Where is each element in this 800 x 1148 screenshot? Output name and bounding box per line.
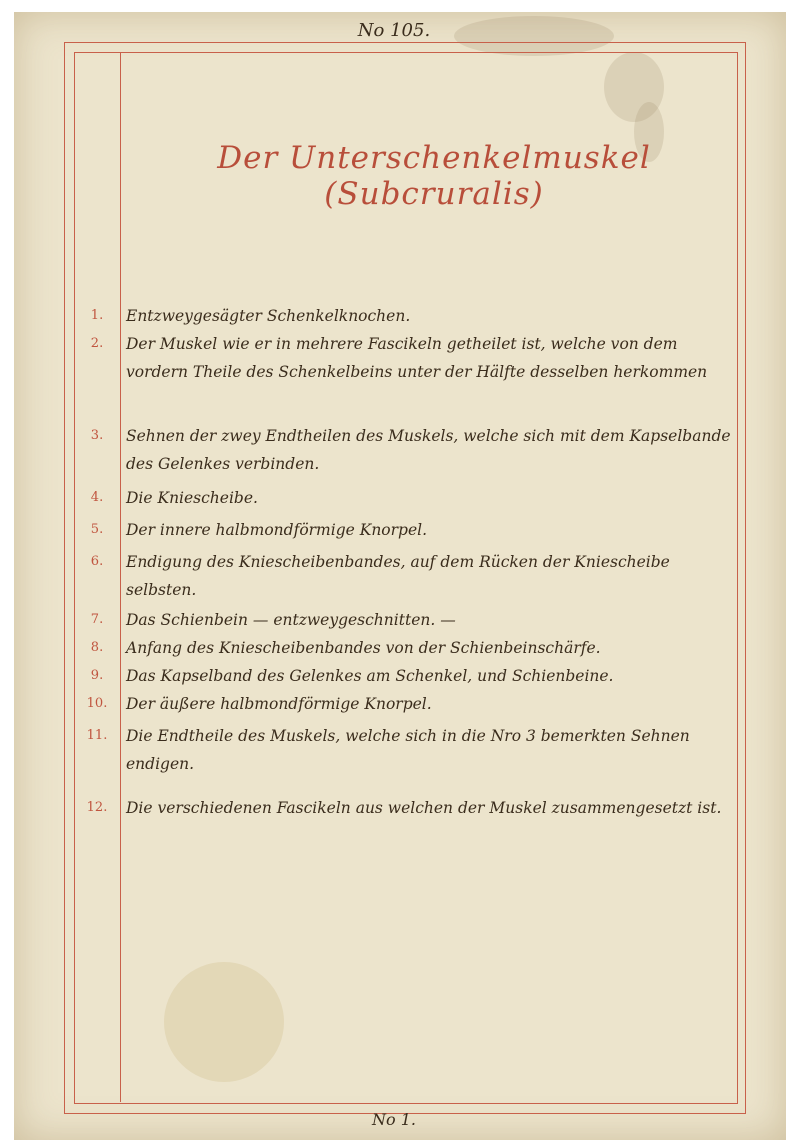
- item-number: 6.: [90, 554, 104, 569]
- item-number: 12.: [86, 800, 108, 815]
- item-text: Die Endtheile des Muskels, welche sich in die Nro 3 bemerkten Sehnen endigen.: [126, 727, 690, 773]
- item-number: 5.: [90, 522, 104, 537]
- item-text: Der innere halbmondförmige Knorpel.: [126, 521, 428, 539]
- number-column-rule: [120, 52, 121, 1102]
- item-number: 8.: [90, 640, 104, 655]
- item-number: 4.: [90, 490, 104, 505]
- item-text: Endigung des Kniescheibenbandes, auf dem Rücken der Kniescheibe selbsten.: [126, 553, 670, 599]
- item-number: 1.: [90, 308, 104, 323]
- item-text: Das Schienbein — entzweygeschnitten. —: [126, 611, 456, 629]
- item-text: Sehnen der zwey Endtheilen des Muskels, welche sich mit dem Kapselbande des Gelenkes verbinden.: [126, 427, 731, 473]
- item-number: 2.: [90, 336, 104, 351]
- item-text: Das Kapselband des Gelenkes am Schenkel, und Schienbeine.: [126, 667, 614, 685]
- folio-number-top: No 105.: [357, 20, 431, 41]
- folio-number-bottom: No 1.: [372, 1110, 416, 1129]
- item-text: Entzweygesägter Schenkelknochen.: [126, 307, 411, 325]
- item-text: Der Muskel wie er in mehrere Fascikeln getheilet ist, welche von dem vordern Theile des Schenkelbeins unter der Hälfte desselben herkommen: [126, 335, 708, 381]
- item-text: Die Kniescheibe.: [126, 489, 258, 507]
- item-text: Die verschiedenen Fascikeln aus welchen der Muskel zusammengesetzt ist.: [126, 799, 722, 817]
- item-number: 9.: [90, 668, 104, 683]
- page-title: Der Unterschenkelmuskel (Subcruralis): [217, 140, 651, 212]
- item-text: Der äußere halbmondförmige Knorpel.: [126, 695, 432, 713]
- item-number: 10.: [86, 696, 108, 711]
- item-number: 7.: [90, 612, 104, 627]
- manuscript-page: [14, 12, 786, 1140]
- item-number: 11.: [86, 728, 108, 743]
- item-text: Anfang des Kniescheibenbandes von der Schienbeinschärfe.: [126, 639, 601, 657]
- item-number: 3.: [90, 428, 104, 443]
